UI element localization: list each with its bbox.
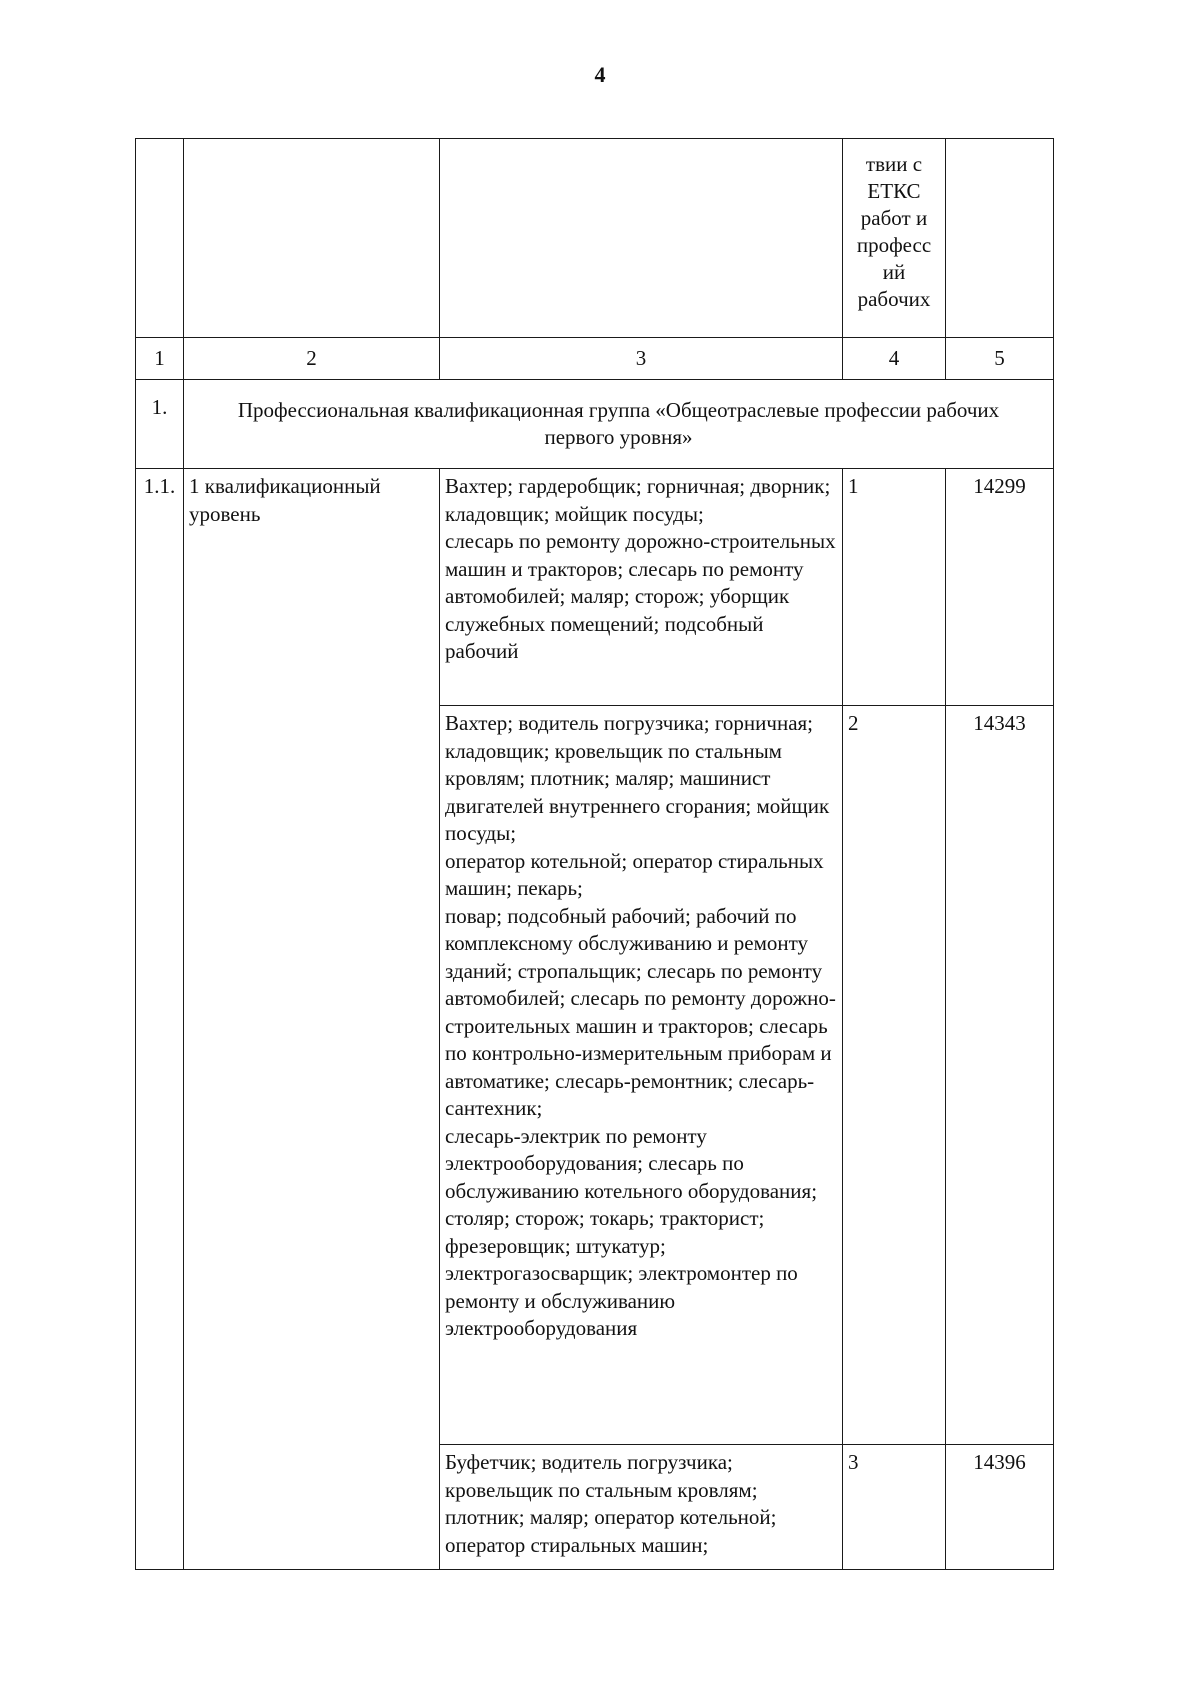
table-row: [136, 469, 1054, 706]
professions-cell: Буфетчик; водитель погрузчика; кровельщик по стальным кровлям; плотник; маляр; оператор котельной; оператор стиральных машин;: [440, 1445, 843, 1570]
level-name: 1 квалификационный уровень: [184, 469, 440, 1570]
header-cell-5: [946, 139, 1054, 338]
salary-cell: 14299: [946, 469, 1054, 706]
header-line: твии с: [865, 152, 923, 176]
group-title: Профессиональная квалификационная группа «Общеотраслевые профессии рабочих первого уровня»: [184, 380, 1054, 469]
salary-cell: 14396: [946, 1445, 1054, 1570]
grade-cell: 3: [843, 1445, 946, 1570]
header-line: ЕТКС: [867, 179, 921, 203]
professions-cell: Вахтер; водитель погрузчика; горничная; кладовщик; кровельщик по стальным кровлям; плотник; маляр; машинист двигателей внутреннего сгорания; мойщик посуды; оператор котельной; оператор стиральных машин; пекарь; повар; подсобный рабочий; рабочий по комплексному обслуживанию и ремонту зданий; стропальщик; слесарь по ремонту автомобилей; слесарь по ремонту дорожно-строительных машин и тракторов; слесарь по контрольно-измерительным приборам и автоматике; слесарь-ремонтник; слесарь-сантехник; слесарь-электрик по ремонту электрооборудования; слесарь по обслуживанию котельного оборудования; столяр; сторож; токарь; тракторист; фрезеровщик; штукатур; электрогазосварщик; электромонтер по ремонту и обслуживанию электрооборудования: [440, 706, 843, 1445]
level-number: 1.1.: [136, 469, 184, 1570]
column-number: 5: [946, 338, 1054, 380]
header-line: ий: [882, 260, 906, 284]
page-number: 4: [594, 62, 606, 87]
header-line: работ и: [860, 206, 928, 230]
header-cell-3: [440, 139, 843, 338]
header-cell-4: [843, 139, 946, 338]
qualification-table: [135, 138, 1054, 1570]
header-continuation-row: [136, 139, 1054, 338]
column-number: 2: [184, 338, 440, 380]
header-cell-2: [184, 139, 440, 338]
column-number: 1: [136, 338, 184, 380]
column-number: 3: [440, 338, 843, 380]
header-line: рабочих: [857, 287, 931, 311]
group-number: 1.: [136, 380, 184, 469]
header-line: професс: [856, 233, 932, 257]
header-cell-1: [136, 139, 184, 338]
column-number: 4: [843, 338, 946, 380]
grade-cell: 1: [843, 469, 946, 706]
group-row: [136, 380, 1054, 469]
professions-cell: Вахтер; гардеробщик; горничная; дворник; кладовщик; мойщик посуды; слесарь по ремонту дорожно-строительных машин и тракторов; слесарь по ремонту автомобилей; маляр; сторож; уборщик служебных помещений; подсобный рабочий: [440, 469, 843, 706]
salary-cell: 14343: [946, 706, 1054, 1445]
column-number-row: [136, 338, 1054, 380]
grade-cell: 2: [843, 706, 946, 1445]
